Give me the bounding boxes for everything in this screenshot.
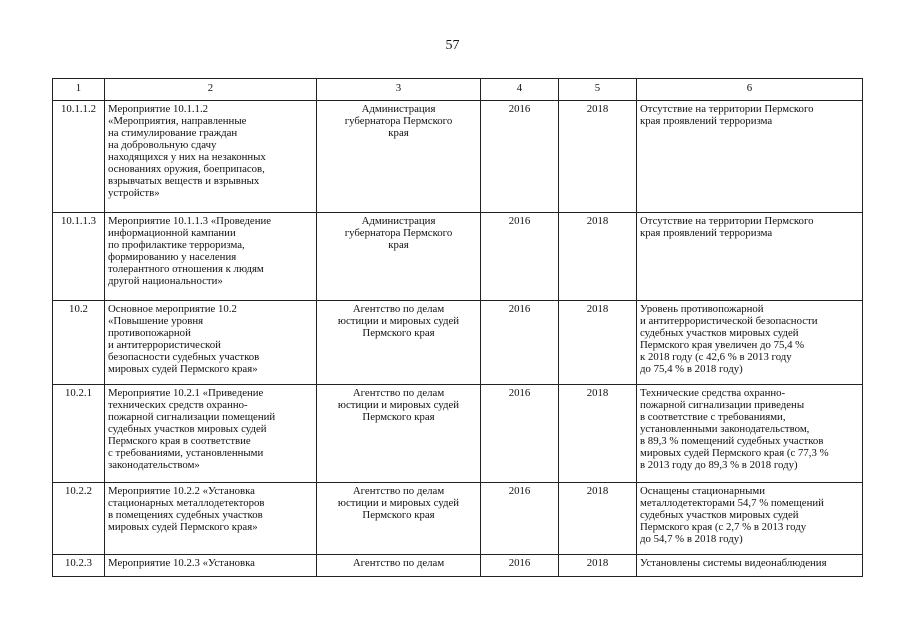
row-code: 10.1.1.3 <box>53 213 105 301</box>
expected-result <box>637 483 863 555</box>
event-description-line: Основное мероприятие 10.2 <box>108 303 237 315</box>
event-description-line: мировых судей Пермского края» <box>108 521 258 533</box>
event-description <box>105 555 317 577</box>
event-description-line: на добровольную сдачу <box>108 139 217 151</box>
executor-line: юстиции и мировых судей <box>337 315 460 327</box>
start-year: 2016 <box>481 301 559 385</box>
executor <box>317 385 481 483</box>
event-description-line: судебных участков мировых судей <box>108 423 267 435</box>
end-year: 2018 <box>559 213 637 301</box>
event-description-line: с требованиями, установленными <box>108 447 264 459</box>
event-description-line: и антитеррористической <box>108 339 221 351</box>
event-description-line: Мероприятие 10.1.1.3 «Проведение <box>108 215 272 227</box>
table-row <box>53 555 863 577</box>
program-table <box>52 78 863 577</box>
expected-result-line: Установлены системы видеонаблюдения <box>640 557 827 569</box>
table-row <box>53 101 863 213</box>
expected-result-line: судебных участков мировых судей <box>640 327 799 339</box>
executor-line: губернатора Пермского <box>344 115 453 127</box>
event-description-line: устройств» <box>108 187 160 199</box>
row-code: 10.2.2 <box>53 483 105 555</box>
expected-result-line: и антитеррористической безопасности <box>640 315 818 327</box>
executor-line: края <box>388 127 409 139</box>
event-description-line: другой национальности» <box>108 275 223 287</box>
executor <box>317 301 481 385</box>
event-description <box>105 385 317 483</box>
expected-result-line: в 2013 году до 89,3 % в 2018 году) <box>640 459 798 471</box>
executor-line: юстиции и мировых судей <box>337 497 460 509</box>
event-description-line: безопасности судебных участков <box>108 351 260 363</box>
table-body <box>53 101 863 577</box>
event-description <box>105 483 317 555</box>
header-row <box>53 79 863 101</box>
event-description-line: пожарной сигнализации помещений <box>108 411 276 423</box>
executor-line: края <box>388 239 409 251</box>
expected-result-line: судебных участков мировых судей <box>640 509 799 521</box>
event-description-line: «Повышение уровня <box>108 315 204 327</box>
expected-result-line: Технические средства охранно- <box>640 387 786 399</box>
executor <box>317 213 481 301</box>
executor-line: Администрация <box>361 215 436 227</box>
column-header-5: 5 <box>559 79 637 101</box>
event-description-line: находящихся у них на незаконных <box>108 151 266 163</box>
row-code: 10.2.3 <box>53 555 105 577</box>
column-header-1: 1 <box>53 79 105 101</box>
event-description-line: технических средств охранно- <box>108 399 248 411</box>
event-description-line: противопожарной <box>108 327 191 339</box>
event-description-line: стационарных металлодетекторов <box>108 497 265 509</box>
end-year: 2018 <box>559 483 637 555</box>
start-year: 2016 <box>481 213 559 301</box>
event-description-line: взрывчатых веществ и взрывных <box>108 175 260 187</box>
executor-line: Администрация <box>361 103 436 115</box>
event-description-line: формированию у населения <box>108 251 237 263</box>
event-description <box>105 213 317 301</box>
executor-line: Пермского края <box>362 411 435 423</box>
expected-result-line: края проявлений терроризма <box>640 115 773 127</box>
expected-result-line: Уровень противопожарной <box>640 303 764 315</box>
executor-line: Пермского края <box>362 509 435 521</box>
table-row <box>53 213 863 301</box>
executor-line: Агентство по делам <box>352 303 445 315</box>
executor-line: Агентство по делам <box>352 557 445 569</box>
expected-result <box>637 301 863 385</box>
event-description-line: Мероприятие 10.1.1.2 <box>108 103 209 115</box>
executor <box>317 101 481 213</box>
event-description-line: законодательством» <box>108 459 200 471</box>
event-description-line: Мероприятие 10.2.3 «Установка <box>108 557 255 569</box>
executor-line: Пермского края <box>362 327 435 339</box>
page-number: 57 <box>445 38 460 53</box>
executor-line: юстиции и мировых судей <box>337 399 460 411</box>
expected-result-line: установленными законодательством, <box>640 423 810 435</box>
table-row <box>53 301 863 385</box>
row-code: 10.2 <box>53 301 105 385</box>
expected-result <box>637 213 863 301</box>
executor <box>317 555 481 577</box>
expected-result <box>637 385 863 483</box>
expected-result-line: Отсутствие на территории Пермского <box>640 103 814 115</box>
expected-result-line: до 75,4 % в 2018 году) <box>640 363 743 375</box>
expected-result-line: металлодетекторами 54,7 % помещений <box>640 497 824 509</box>
row-code: 10.2.1 <box>53 385 105 483</box>
executor-line: Агентство по делам <box>352 485 445 497</box>
event-description-line: основаниях оружия, боеприпасов, <box>108 163 265 175</box>
event-description <box>105 101 317 213</box>
expected-result-line: до 54,7 % в 2018 году) <box>640 533 743 545</box>
event-description-line: Пермского края в соответствие <box>108 435 251 447</box>
event-description-line: Мероприятие 10.2.2 «Установка <box>108 485 255 497</box>
event-description <box>105 301 317 385</box>
executor <box>317 483 481 555</box>
event-description-line: информационной кампании <box>108 227 236 239</box>
start-year: 2016 <box>481 385 559 483</box>
end-year: 2018 <box>559 101 637 213</box>
event-description-line: толерантного отношения к людям <box>108 263 264 275</box>
end-year: 2018 <box>559 301 637 385</box>
expected-result-line: края проявлений терроризма <box>640 227 773 239</box>
event-description-line: по профилактике терроризма, <box>108 239 245 251</box>
column-header-3: 3 <box>317 79 481 101</box>
expected-result-line: к 2018 году (с 42,6 % в 2013 году <box>640 351 792 363</box>
start-year: 2016 <box>481 101 559 213</box>
column-header-2: 2 <box>105 79 317 101</box>
start-year: 2016 <box>481 555 559 577</box>
expected-result-line: в 89,3 % помещений судебных участков <box>640 435 824 447</box>
event-description-line: в помещениях судебных участков <box>108 509 263 521</box>
expected-result-line: мировых судей Пермского края (с 77,3 % <box>640 447 829 459</box>
start-year: 2016 <box>481 483 559 555</box>
executor-line: Агентство по делам <box>352 387 445 399</box>
expected-result-line: Пермского края увеличен до 75,4 % <box>640 339 805 351</box>
executor-line: губернатора Пермского <box>344 227 453 239</box>
expected-result <box>637 101 863 213</box>
table-row <box>53 483 863 555</box>
event-description-line: мировых судей Пермского края» <box>108 363 258 375</box>
column-header-6: 6 <box>637 79 863 101</box>
expected-result-line: в соответствие с требованиями, <box>640 411 786 423</box>
row-code: 10.1.1.2 <box>53 101 105 213</box>
event-description-line: на стимулирование граждан <box>108 127 238 139</box>
expected-result-line: Пермского края (с 2,7 % в 2013 году <box>640 521 807 533</box>
end-year: 2018 <box>559 385 637 483</box>
expected-result <box>637 555 863 577</box>
end-year: 2018 <box>559 555 637 577</box>
expected-result-line: Оснащены стационарными <box>640 485 765 497</box>
table-row <box>53 385 863 483</box>
column-header-4: 4 <box>481 79 559 101</box>
expected-result-line: Отсутствие на территории Пермского <box>640 215 814 227</box>
expected-result-line: пожарной сигнализации приведены <box>640 399 805 411</box>
event-description-line: Мероприятие 10.2.1 «Приведение <box>108 387 264 399</box>
event-description-line: «Мероприятия, направленные <box>108 115 247 127</box>
